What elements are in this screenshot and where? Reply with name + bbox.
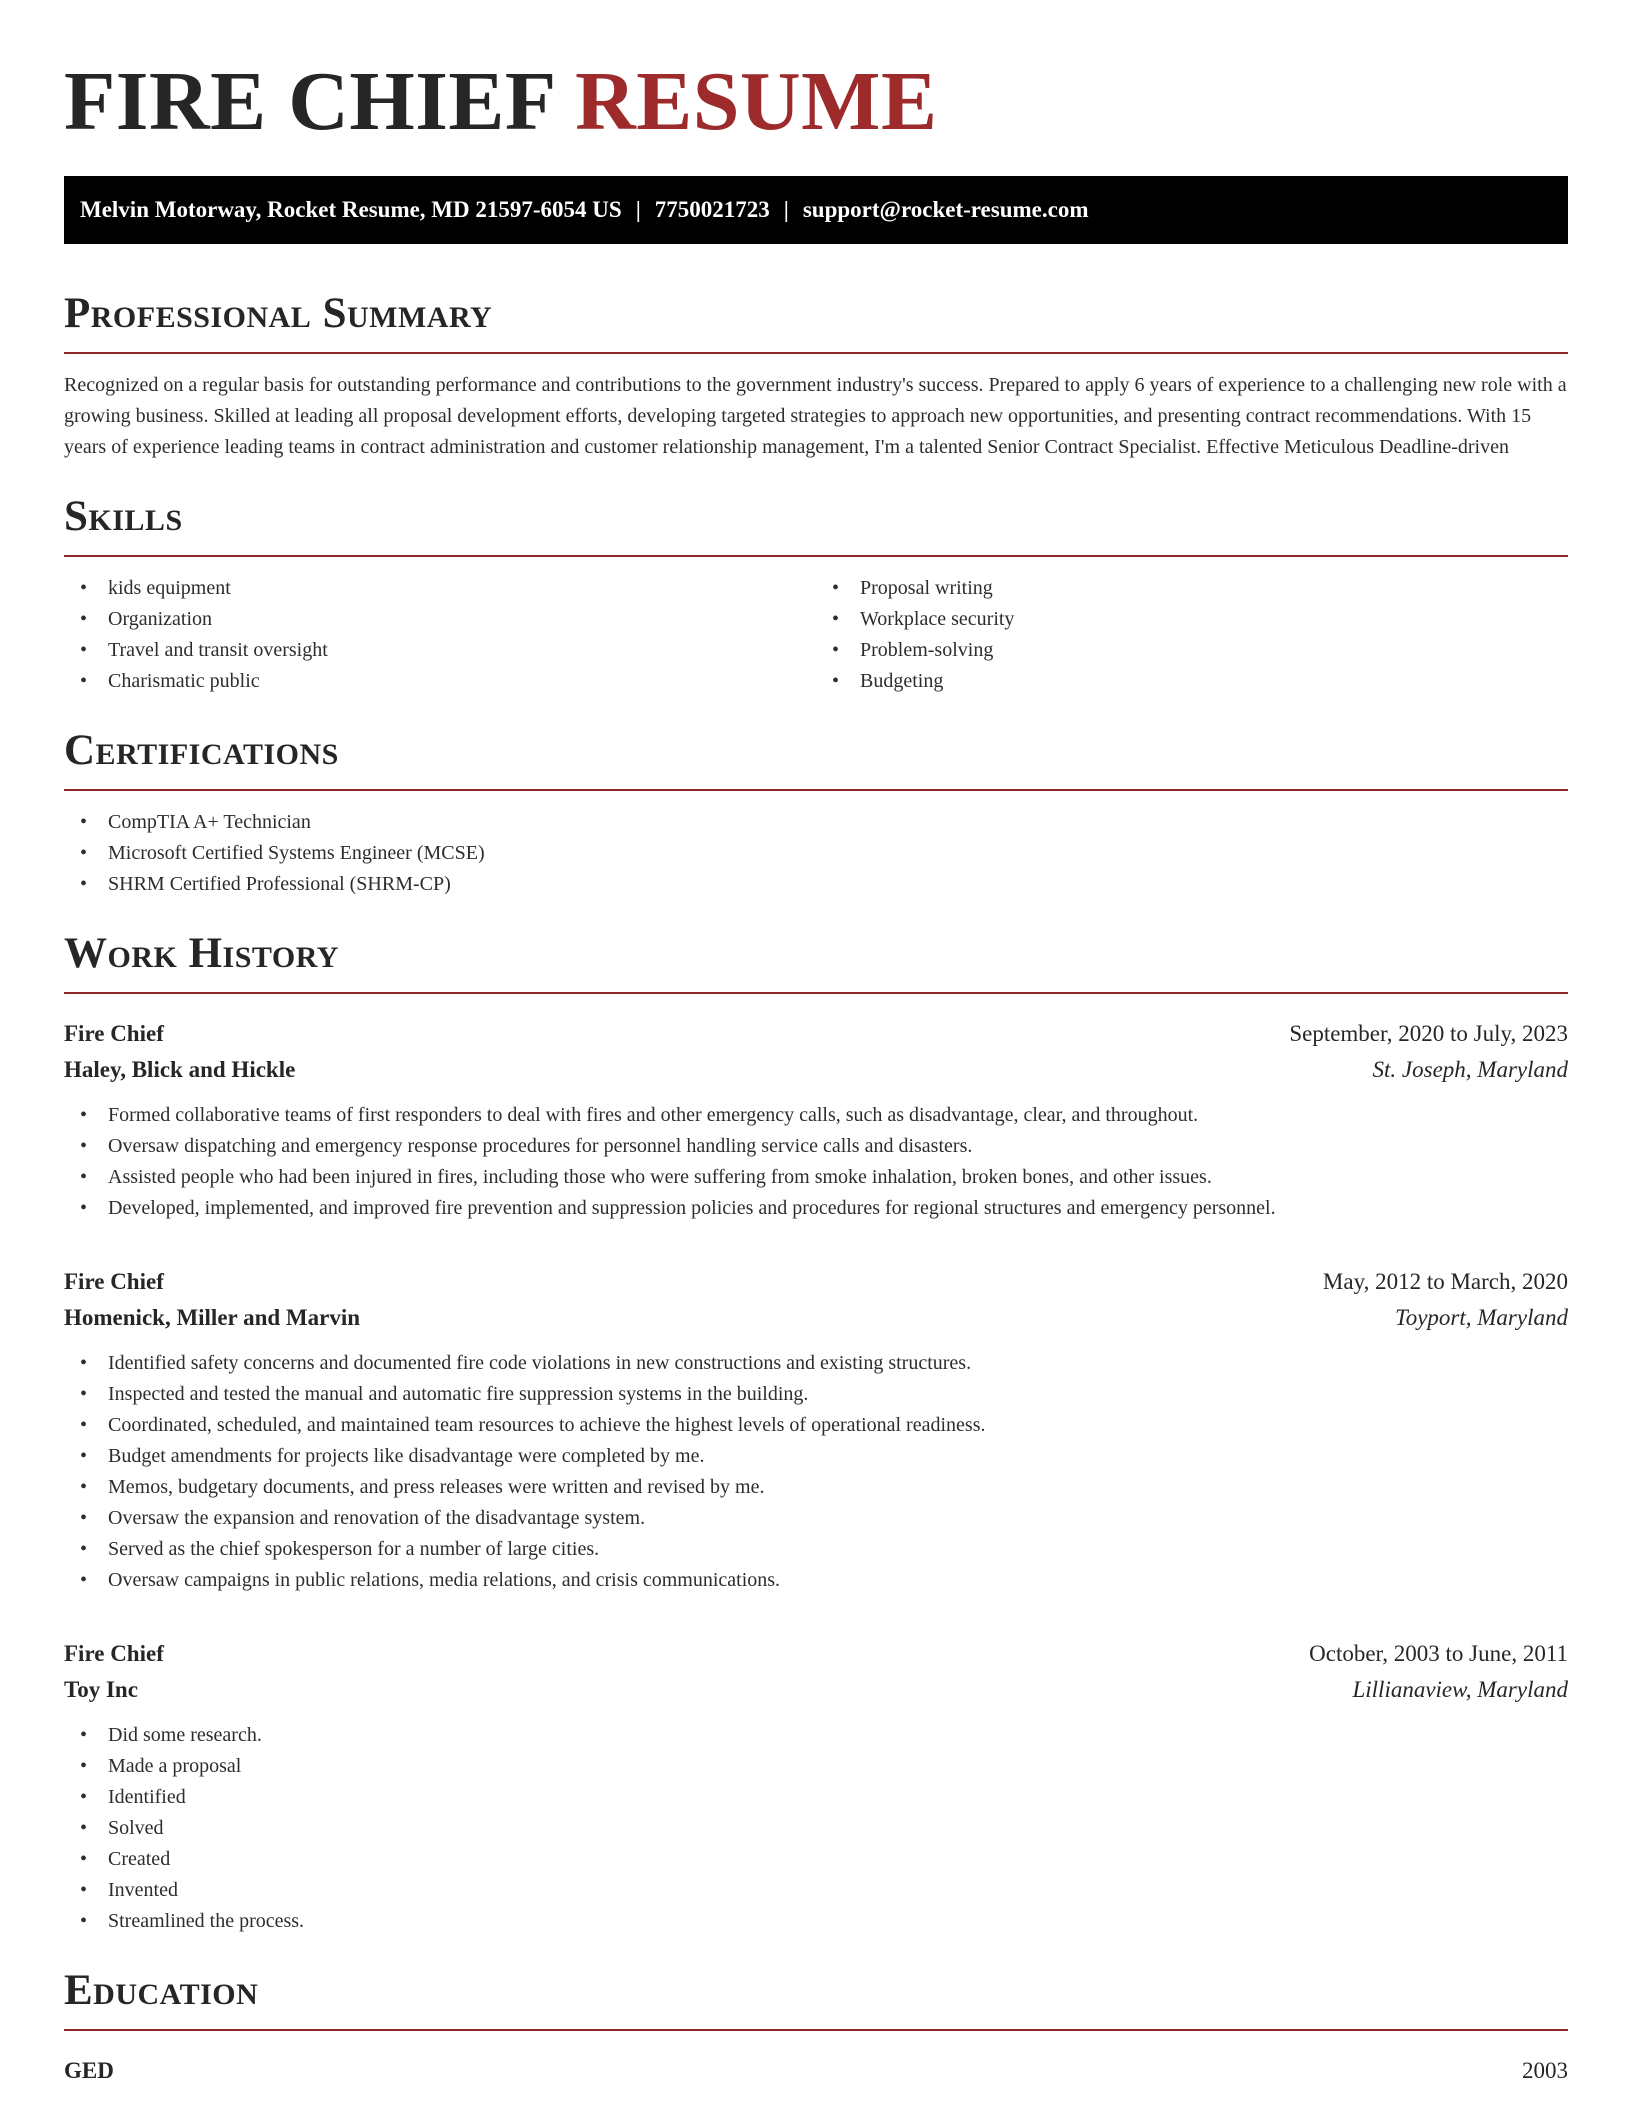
certification-item: • SHRM Certified Professional (SHRM-CP) — [64, 869, 1568, 900]
job-duties-list — [64, 1720, 1568, 1937]
job-location: Toyport, Maryland — [1395, 1305, 1568, 1330]
skill-item: • Charismatic public — [64, 666, 816, 697]
title-main: FIRE CHIEF — [64, 55, 554, 148]
job-company-row — [64, 1300, 1568, 1336]
contact-separator: | — [783, 197, 789, 222]
contact-separator: | — [635, 197, 641, 222]
education-heading: Education — [64, 1967, 259, 2014]
education-entry — [64, 2053, 1568, 2089]
skills-heading: Skills — [64, 493, 183, 540]
education-degree: GED — [64, 2058, 114, 2083]
job-duty: • Streamlined the process. — [64, 1906, 1568, 1937]
section-divider — [64, 555, 1568, 557]
skills-list-right — [816, 573, 1568, 697]
skills-grid — [64, 573, 1568, 697]
work-history-section — [64, 928, 1568, 1937]
job-company-row — [64, 1672, 1568, 1708]
job-duty: • Inspected and tested the manual and automatic fire suppression systems in the building. — [64, 1379, 1568, 1410]
job-duty: • Identified safety concerns and documented fire code violations in new constructions and existing structures. — [64, 1348, 1568, 1379]
page-title — [64, 52, 1568, 152]
job-duty: • Identified — [64, 1782, 1568, 1813]
work-history-heading: Work History — [64, 930, 339, 977]
job-header-row — [64, 1636, 1568, 1672]
job-duty: • Made a proposal — [64, 1751, 1568, 1782]
section-divider — [64, 789, 1568, 791]
job-duty: • Oversaw the expansion and renovation of the disadvantage system. — [64, 1503, 1568, 1534]
summary-text: Recognized on a regular basis for outstanding performance and contributions to the government industry's success. Prepared to apply 6 years of experience to a challenging new role with a growing business. Skilled at leading all proposal development efforts, developing targeted strategies to approach new opportunities, and presenting contract recommendations. With 15 years of experience leading teams in contract administration and customer relationship management, I'm a talented Senior Contract Specialist. Effective Meticulous Deadline-driven — [64, 374, 1567, 458]
contact-email: support@rocket-resume.com — [802, 197, 1089, 222]
job-location: St. Joseph, Maryland — [1372, 1057, 1568, 1082]
job-header-row — [64, 1016, 1568, 1052]
skill-item: • Problem-solving — [816, 635, 1568, 666]
skills-list-left — [64, 573, 816, 697]
job-company-row — [64, 1052, 1568, 1088]
contact-address: Melvin Motorway, Rocket Resume, MD 21597-6054 US — [80, 197, 622, 222]
section-divider — [64, 992, 1568, 994]
skills-section — [64, 491, 1568, 697]
job-entry — [64, 1264, 1568, 1596]
job-entry — [64, 1016, 1568, 1224]
job-location: Lillianaview, Maryland — [1352, 1677, 1568, 1702]
job-duty: • Created — [64, 1844, 1568, 1875]
summary-heading: Professional Summary — [64, 290, 493, 337]
job-duties-list — [64, 1348, 1568, 1596]
certification-item: • Microsoft Certified Systems Engineer (MCSE) — [64, 838, 1568, 869]
job-header-row — [64, 1264, 1568, 1300]
education-year: 2003 — [1522, 2058, 1568, 2083]
skill-item: • Proposal writing — [816, 573, 1568, 604]
skill-item: • Organization — [64, 604, 816, 635]
job-duty: • Invented — [64, 1875, 1568, 1906]
job-duty: • Oversaw campaigns in public relations, media relations, and crisis communications. — [64, 1565, 1568, 1596]
title-accent: RESUME — [575, 55, 938, 148]
job-title: Fire Chief — [64, 1641, 164, 1666]
summary-section — [64, 288, 1568, 463]
job-duty: • Memos, budgetary documents, and press releases were written and revised by me. — [64, 1472, 1568, 1503]
skill-item: • kids equipment — [64, 573, 816, 604]
certifications-section — [64, 725, 1568, 900]
skill-item: • Travel and transit oversight — [64, 635, 816, 666]
job-duty: • Served as the chief spokesperson for a number of large cities. — [64, 1534, 1568, 1565]
job-duties-list — [64, 1100, 1568, 1224]
section-divider — [64, 352, 1568, 354]
job-company: Haley, Blick and Hickle — [64, 1057, 296, 1082]
job-dates: September, 2020 to July, 2023 — [1289, 1021, 1568, 1046]
job-company: Toy Inc — [64, 1677, 138, 1702]
job-title: Fire Chief — [64, 1021, 164, 1046]
contact-bar — [64, 176, 1568, 244]
skill-item: • Workplace security — [816, 604, 1568, 635]
education-section — [64, 1965, 1568, 2089]
section-divider — [64, 2029, 1568, 2031]
contact-phone: 7750021723 — [654, 197, 770, 222]
job-title: Fire Chief — [64, 1269, 164, 1294]
job-duty: • Budget amendments for projects like disadvantage were completed by me. — [64, 1441, 1568, 1472]
job-duty: • Formed collaborative teams of first responders to deal with fires and other emergency calls, such as disadvantage, clear, and throughout. — [64, 1100, 1568, 1131]
certification-item: • CompTIA A+ Technician — [64, 807, 1568, 838]
job-dates: May, 2012 to March, 2020 — [1322, 1269, 1568, 1294]
job-dates: October, 2003 to June, 2011 — [1309, 1641, 1568, 1666]
job-entry — [64, 1636, 1568, 1937]
certifications-heading: Certifications — [64, 727, 339, 774]
job-duty: • Oversaw dispatching and emergency response procedures for personnel handling service calls and disasters. — [64, 1131, 1568, 1162]
education-row — [64, 2053, 1568, 2089]
resume-content — [64, 52, 1568, 2089]
job-duty: • Did some research. — [64, 1720, 1568, 1751]
job-duty: • Developed, implemented, and improved fire prevention and suppression policies and procedures for regional structures and emergency personnel. — [64, 1193, 1568, 1224]
job-company: Homenick, Miller and Marvin — [64, 1305, 361, 1330]
skill-item: • Budgeting — [816, 666, 1568, 697]
certifications-list — [64, 807, 1568, 900]
job-duty: • Coordinated, scheduled, and maintained team resources to achieve the highest levels of operational readiness. — [64, 1410, 1568, 1441]
job-duty: • Solved — [64, 1813, 1568, 1844]
job-duty: • Assisted people who had been injured in fires, including those who were suffering from smoke inhalation, broken bones, and other issues. — [64, 1162, 1568, 1193]
